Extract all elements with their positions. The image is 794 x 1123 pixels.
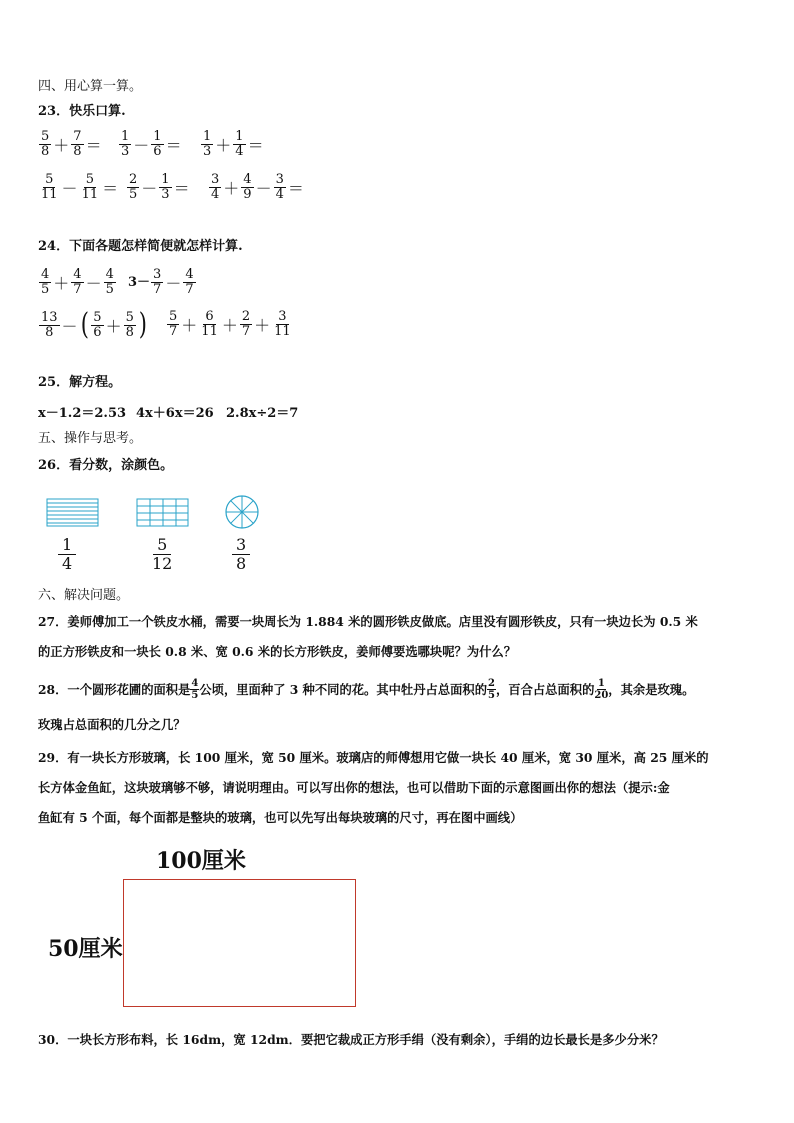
q24-expr-3: $\frac{13}{8}$ － ( $\frac{5}{6}$ ＋ $\frac{5}{8}$ ) (41, 307, 147, 342)
q23-expr-1: $\frac{5}{8}$ ＋ $\frac{7}{8}$ ＝ (41, 129, 102, 159)
q23-expr-5: $\frac{2}{5}$ － $\frac{1}{3}$ ＝ (129, 172, 190, 202)
q24-expr-1: $\frac{4}{5}$ ＋ $\frac{4}{7}$ － $\frac{4}{5}$ (41, 267, 114, 297)
q23-expr-6: $\frac{3}{4}$ ＋ $\frac{4}{9}$ － $\frac{3}{4}$ ＝ (211, 172, 304, 202)
section-6-heading: 六、解决问题。 (38, 588, 130, 603)
q28-line-2: 玫瑰占总面积的几分之几？ (38, 717, 186, 732)
diagram-width-label: 50厘米 (48, 936, 123, 962)
q29-line-2: 长方体金鱼缸，这块玻璃够不够，请说明理由。可以写出你的想法，也可以借助下面的示意图画出你的想法（提示:金 (38, 780, 670, 795)
q28-line-1: 28．一个圆形花圃的面积是 4 5 公顷，里面种了 3 种不同的花。其中牡丹占总面积的 2 5 ，百合占总面积的 1 20 ，其余是玫瑰。 (38, 678, 695, 701)
q25-eq-2: 4x＋6x＝26 (136, 406, 214, 421)
q23-expr-2: $\frac{1}{3}$ － $\frac{1}{6}$ ＝ (121, 129, 182, 159)
q25-title: 25．解方程。 (38, 375, 122, 390)
q24-expr-2: 3－ $\frac{3}{7}$ － $\frac{4}{7}$ (128, 267, 194, 297)
q26-fraction-1: 1 4 (58, 536, 76, 573)
glass-rectangle-diagram (123, 879, 356, 1007)
q27-line-1: 27．姜师傅加工一个铁皮水桶，需要一块周长为 1.884 米的圆形铁皮做底。店里没有圆形铁皮，只有一块边长为 0.5 米 (38, 614, 698, 629)
circle-eighths-shape (224, 494, 260, 530)
q26-title: 26．看分数，涂颜色。 (38, 458, 174, 473)
q23-expr-3: $\frac{1}{3}$ ＋ $\frac{1}{4}$ ＝ (203, 129, 264, 159)
q26-fraction-2: 5 12 (152, 535, 173, 573)
q24-expr-4: $\frac{5}{7}$ ＋ $\frac{6}{11}$ ＋ $\frac{2}{7}$ ＋ $\frac{3}{11}$ (169, 309, 291, 339)
section-4-heading: 四、用心算一算。 (38, 79, 143, 94)
q30-text: 30．一块长方形布料，长 16dm，宽 12dm．要把它裁成正方形手绢（没有剩余），手绢的边长最长是多少分米？ (38, 1032, 664, 1047)
q25-eq-3: 2.8x÷2＝7 (226, 406, 299, 421)
q27-line-2: 的正方形铁皮和一块长 0.8 米、宽 0.6 米的长方形铁皮，姜师傅要选哪块呢？为什么？ (38, 644, 517, 659)
section-5-heading: 五、操作与思考。 (38, 431, 143, 446)
q29-line-3: 鱼缸有 5 个面，每个面都是整块的玻璃，也可以先写出每块玻璃的尺寸，再在图中画线） (38, 810, 523, 825)
diagram-length-label: 100厘米 (156, 848, 246, 874)
q25-eq-1: x－1.2＝2.53 (38, 406, 127, 421)
rectangle-twelfths-shape (136, 498, 190, 528)
q26-fraction-3: 3 8 (232, 536, 250, 573)
q23-expr-4: $\frac{5}{11}$ － $\frac{5}{11}$ ＝ (41, 172, 119, 202)
q29-line-1: 29．有一块长方形玻璃，长 100 厘米，宽 50 厘米。玻璃店的师傅想用它做一块长 40 厘米，宽 30 厘米，高 25 厘米的 (38, 750, 709, 765)
q24-title: 24．下面各题怎样简便就怎样计算. (38, 239, 243, 254)
rectangle-quarters-shape (46, 498, 100, 528)
q23-title: 23．快乐口算. (38, 104, 126, 119)
